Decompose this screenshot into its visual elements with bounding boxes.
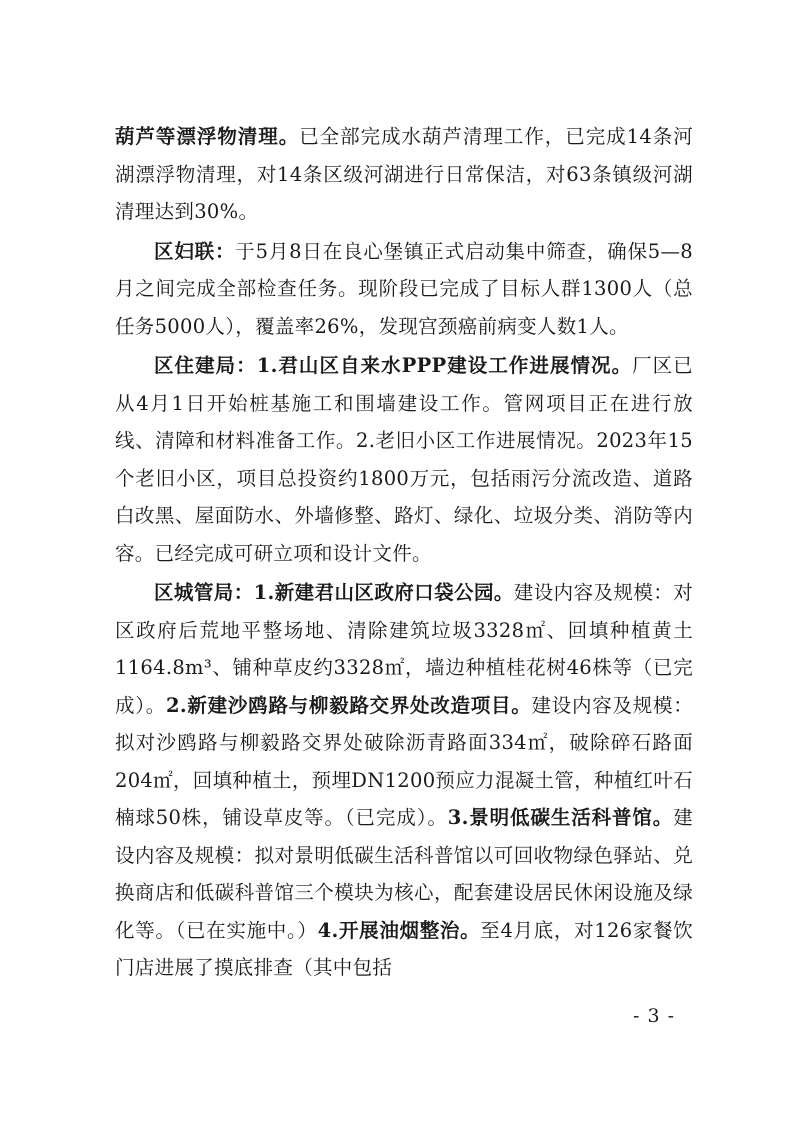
heading-run: 区住建局：1.君山区自来水PPP建设工作进展情况。 bbox=[154, 354, 633, 377]
document-body bbox=[115, 118, 693, 987]
paragraph-housing-bureau bbox=[115, 347, 693, 572]
heading-run: 葫芦等漂浮物清理。 bbox=[115, 125, 300, 148]
body-run: 于5月8日在良心堡镇正式启动集中筛查，确保5—8月之间完成全部检查任务。现阶段已完成了目标人群1300人（总任务5000人），覆盖率26%，发现宫颈癌前病变人数1人。 bbox=[115, 239, 694, 338]
heading-run: 3.景明低碳生活科普馆。 bbox=[447, 806, 674, 829]
heading-run: 区城管局：1.新建君山区政府口袋公园。 bbox=[154, 581, 514, 604]
body-run: 厂区已从4月1日开始桩基施工和围墙建设工作。管网项目正在进行放线、清障和材料准备工作。2.老旧小区工作进展情况。2023年15个老旧小区，项目总投资约1800万元，包括雨污分流改造、道路白改黑、屋面防水、外墙修整、路灯、绿化、垃圾分类、消防等内容。已经完成可研立项和设计文件。 bbox=[115, 354, 693, 565]
paragraph-womens-federation bbox=[115, 233, 693, 346]
body-run: 建设内容及规模：拟对景明低碳生活科普馆以可回收物绿色驿站、兑换商店和低碳科普馆三个模块为核心，配套建设居民休闲设施及绿化等。（已在实施中。） bbox=[115, 806, 693, 942]
paragraph-river-cleanup bbox=[115, 118, 693, 231]
heading-run: 2.新建沙鸥路与柳毅路交界处改造项目。 bbox=[165, 693, 532, 717]
body-run: 建设内容及规模：对区政府后荒地平整场地、清除建筑垃圾3328㎡、回填种植黄土1164.8m³、铺种草皮约3328㎡，墙边种植桂花树46株等（已完成）。 bbox=[115, 581, 693, 717]
heading-run: 4.开展油烟整治。 bbox=[317, 918, 481, 942]
page-number: - 3 - bbox=[632, 1005, 675, 1027]
heading-run: 区妇联： bbox=[154, 239, 236, 263]
body-run: 已全部完成水葫芦清理工作，已完成14条河湖漂浮物清理，对14条区级河湖进行日常保洁，对63条镇级河湖清理达到30%。 bbox=[115, 125, 693, 223]
body-run: 建设内容及规模：拟对沙鸥路与柳毅路交界处破除沥青路面334㎡，破除碎石路面204㎡，回填种植土，预埋DN1200预应力混凝土管，种植红叶石楠球50株，铺设草皮等。（已完成）。 bbox=[115, 693, 693, 829]
body-run: 至4月底，对126家餐饮门店进展了摸底排查（其中包括 bbox=[115, 918, 693, 979]
paragraph-urban-management bbox=[115, 574, 693, 987]
